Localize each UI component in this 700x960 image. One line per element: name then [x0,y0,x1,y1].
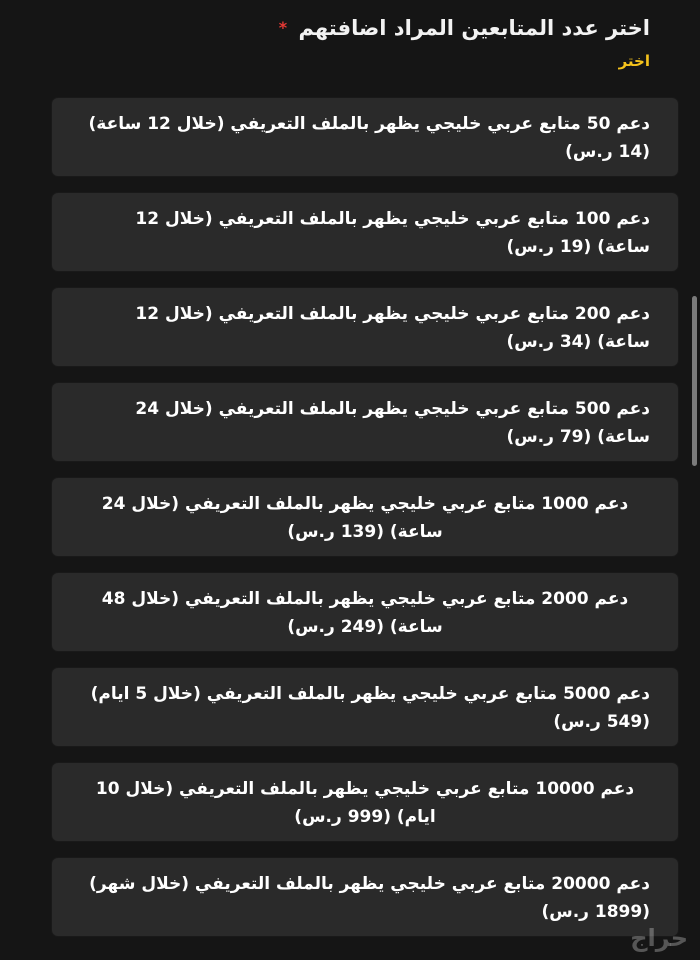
option-50-followers[interactable] [52,98,678,176]
option-200-followers[interactable] [52,288,678,366]
option-label: دعم 20000 متابع عربي خليجي يظهر بالملف التعريفي (خلال شهر) (1899 ر.س) [89,874,650,922]
option-label: دعم 1000 متابع عربي خليجي يظهر بالملف التعريفي (خلال 24 ساعة) (139 ر.س) [101,494,629,542]
required-mark: * [278,18,288,37]
option-label: دعم 100 متابع عربي خليجي يظهر بالملف التعريفي (خلال 12 ساعة) (19 ر.س) [135,209,650,257]
option-10000-followers[interactable] [52,763,678,841]
header [50,12,650,72]
option-label: دعم 200 متابع عربي خليجي يظهر بالملف التعريفي (خلال 12 ساعة) (34 ر.س) [135,304,650,352]
option-1000-followers[interactable] [52,478,678,556]
option-5000-followers[interactable] [52,668,678,746]
options-list [22,98,680,953]
page-title [50,12,650,44]
haraj-watermark: حراج [630,924,688,952]
choose-label: اختر [618,52,650,70]
scrollbar[interactable] [692,296,697,466]
option-2000-followers[interactable] [52,573,678,651]
option-label: دعم 50 متابع عربي خليجي يظهر بالملف التعريفي (خلال 12 ساعة) (14 ر.س) [88,114,650,162]
option-20000-followers[interactable] [52,858,678,936]
option-100-followers[interactable] [52,193,678,271]
option-label: دعم 10000 متابع عربي خليجي يظهر بالملف التعريفي (خلال 10 ايام) (999 ر.س) [95,779,635,827]
option-500-followers[interactable] [52,383,678,461]
page-title-text: اختر عدد المتابعين المراد اضافتهم [298,16,650,40]
option-label: دعم 2000 متابع عربي خليجي يظهر بالملف التعريفي (خلال 48 ساعة) (249 ر.س) [101,589,629,637]
option-label: دعم 5000 متابع عربي خليجي يظهر بالملف التعريفي (خلال 5 ايام) (549 ر.س) [90,684,650,732]
option-label: دعم 500 متابع عربي خليجي يظهر بالملف التعريفي (خلال 24 ساعة) (79 ر.س) [135,399,650,447]
